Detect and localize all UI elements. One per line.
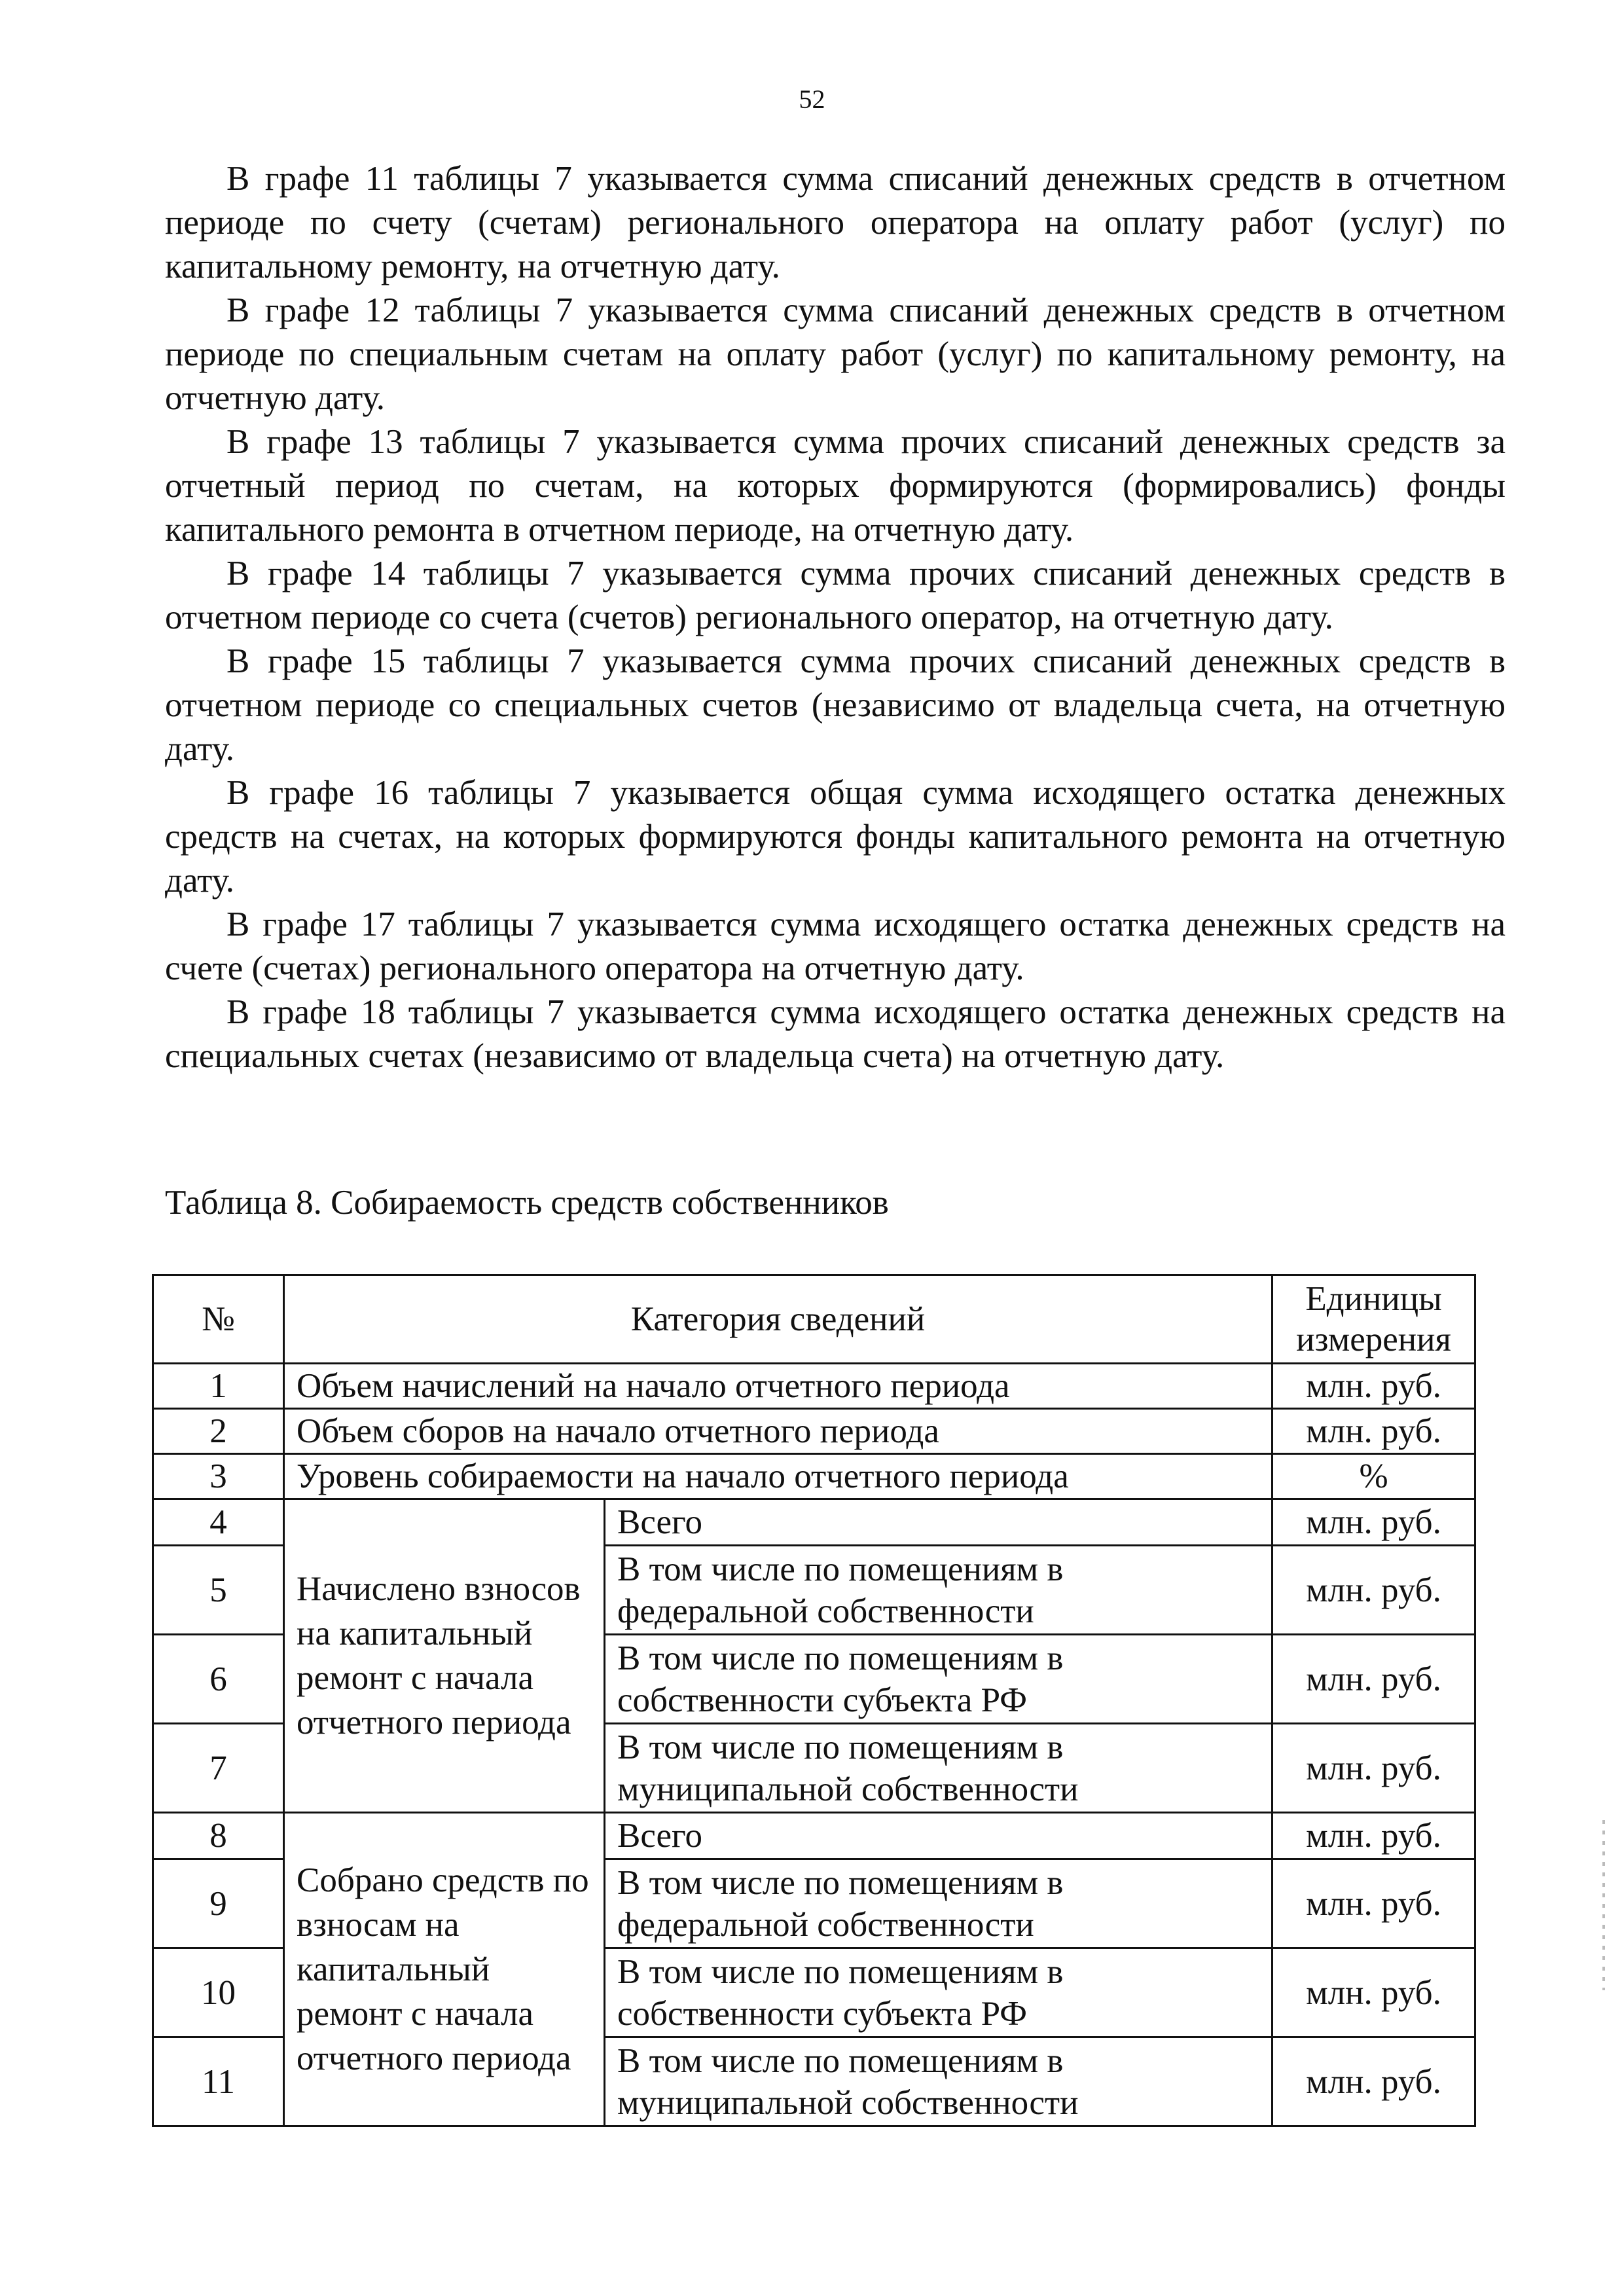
- row-unit: млн. руб.: [1272, 1635, 1475, 1724]
- row-num: 6: [153, 1635, 284, 1724]
- table-row: [153, 1409, 1475, 1454]
- row-num: 7: [153, 1724, 284, 1813]
- row-unit: млн. руб.: [1272, 1948, 1475, 2037]
- table-header-row: [153, 1275, 1475, 1364]
- header-num: №: [153, 1275, 284, 1364]
- paragraph: В графе 16 таблицы 7 указывается общая сумма исходящего остатка денежных средств на счетах, на которых формируются фонды капитального ремонта на отчетную дату.: [165, 774, 1506, 900]
- row-subcategory: Всего: [605, 1499, 1272, 1546]
- page-number: 52: [799, 84, 825, 114]
- table-row: [153, 1454, 1475, 1499]
- paragraph: В графе 13 таблицы 7 указывается сумма прочих списаний денежных средств за отчетный период по счетам, на которых формируются (формировались) фонды капитального ремонта в отчетном периоде, на отчетную дату.: [165, 423, 1506, 549]
- row-unit: млн. руб.: [1272, 1724, 1475, 1813]
- row-category: Уровень собираемости на начало отчетного периода: [284, 1454, 1272, 1499]
- row-subcategory: В том числе по помещениям в собственности субъекта РФ: [605, 1635, 1272, 1724]
- paragraph: В графе 18 таблицы 7 указывается сумма исходящего остатка денежных средств на специальных счетах (независимо от владельца счета) на отчетную дату.: [165, 993, 1506, 1075]
- row-num: 1: [153, 1364, 284, 1409]
- row-unit: млн. руб.: [1272, 1859, 1475, 1948]
- table-caption: Таблица 8. Собираемость средств собственников: [165, 1184, 889, 1222]
- row-unit: млн. руб.: [1272, 1364, 1475, 1409]
- table-8: [152, 1274, 1476, 2127]
- row-category: Объем начислений на начало отчетного периода: [284, 1364, 1272, 1409]
- group-label-accrued: Начислено взносов на капитальный ремонт с начала отчетного периода: [284, 1499, 605, 1813]
- scan-edge-marks: [1602, 1820, 1605, 1990]
- paragraph: В графе 14 таблицы 7 указывается сумма прочих списаний денежных средств в отчетном периоде со счета (счетов) регионального оператор, на отчетную дату.: [165, 555, 1506, 636]
- row-subcategory: В том числе по помещениям в федеральной собственности: [605, 1546, 1272, 1635]
- paragraph: В графе 12 таблицы 7 указывается сумма списаний денежных средств в отчетном периоде по специальным счетам на оплату работ (услуг) по капитальному ремонту, на отчетную дату.: [165, 291, 1506, 417]
- table-row: [153, 1364, 1475, 1409]
- row-unit: млн. руб.: [1272, 1409, 1475, 1454]
- row-num: 2: [153, 1409, 284, 1454]
- paragraph: В графе 15 таблицы 7 указывается сумма прочих списаний денежных средств в отчетном периоде со специальных счетов (независимо от владельца счета, на отчетную дату.: [165, 642, 1506, 768]
- row-subcategory: Всего: [605, 1813, 1272, 1859]
- row-unit: млн. руб.: [1272, 2037, 1475, 2126]
- paragraph: В графе 17 таблицы 7 указывается сумма исходящего остатка денежных средств на счете (счетах) регионального оператора на отчетную дату.: [165, 905, 1506, 987]
- paragraph: В графе 11 таблицы 7 указывается сумма списаний денежных средств в отчетном периоде по счету (счетам) регионального оператора на оплату работ (услуг) по капитальному ремонту, на отчетную дату.: [165, 160, 1506, 285]
- row-unit: млн. руб.: [1272, 1546, 1475, 1635]
- body-text: [165, 157, 1506, 1078]
- header-unit: Единицы измерения: [1272, 1275, 1475, 1364]
- row-unit: млн. руб.: [1272, 1499, 1475, 1546]
- row-num: 5: [153, 1546, 284, 1635]
- table-row: [153, 1813, 1475, 1859]
- row-num: 10: [153, 1948, 284, 2037]
- row-category: Объем сборов на начало отчетного периода: [284, 1409, 1272, 1454]
- row-num: 11: [153, 2037, 284, 2126]
- group-label-collected: Собрано средств по взносам на капитальный ремонт с начала отчетного периода: [284, 1813, 605, 2126]
- table-row: [153, 1499, 1475, 1546]
- row-unit: млн. руб.: [1272, 1813, 1475, 1859]
- row-num: 8: [153, 1813, 284, 1859]
- row-subcategory: В том числе по помещениям в муниципальной собственности: [605, 2037, 1272, 2126]
- row-num: 9: [153, 1859, 284, 1948]
- row-subcategory: В том числе по помещениям в муниципальной собственности: [605, 1724, 1272, 1813]
- header-category: Категория сведений: [284, 1275, 1272, 1364]
- row-num: 3: [153, 1454, 284, 1499]
- row-subcategory: В том числе по помещениям в федеральной собственности: [605, 1859, 1272, 1948]
- row-num: 4: [153, 1499, 284, 1546]
- row-unit: %: [1272, 1454, 1475, 1499]
- row-subcategory: В том числе по помещениям в собственности субъекта РФ: [605, 1948, 1272, 2037]
